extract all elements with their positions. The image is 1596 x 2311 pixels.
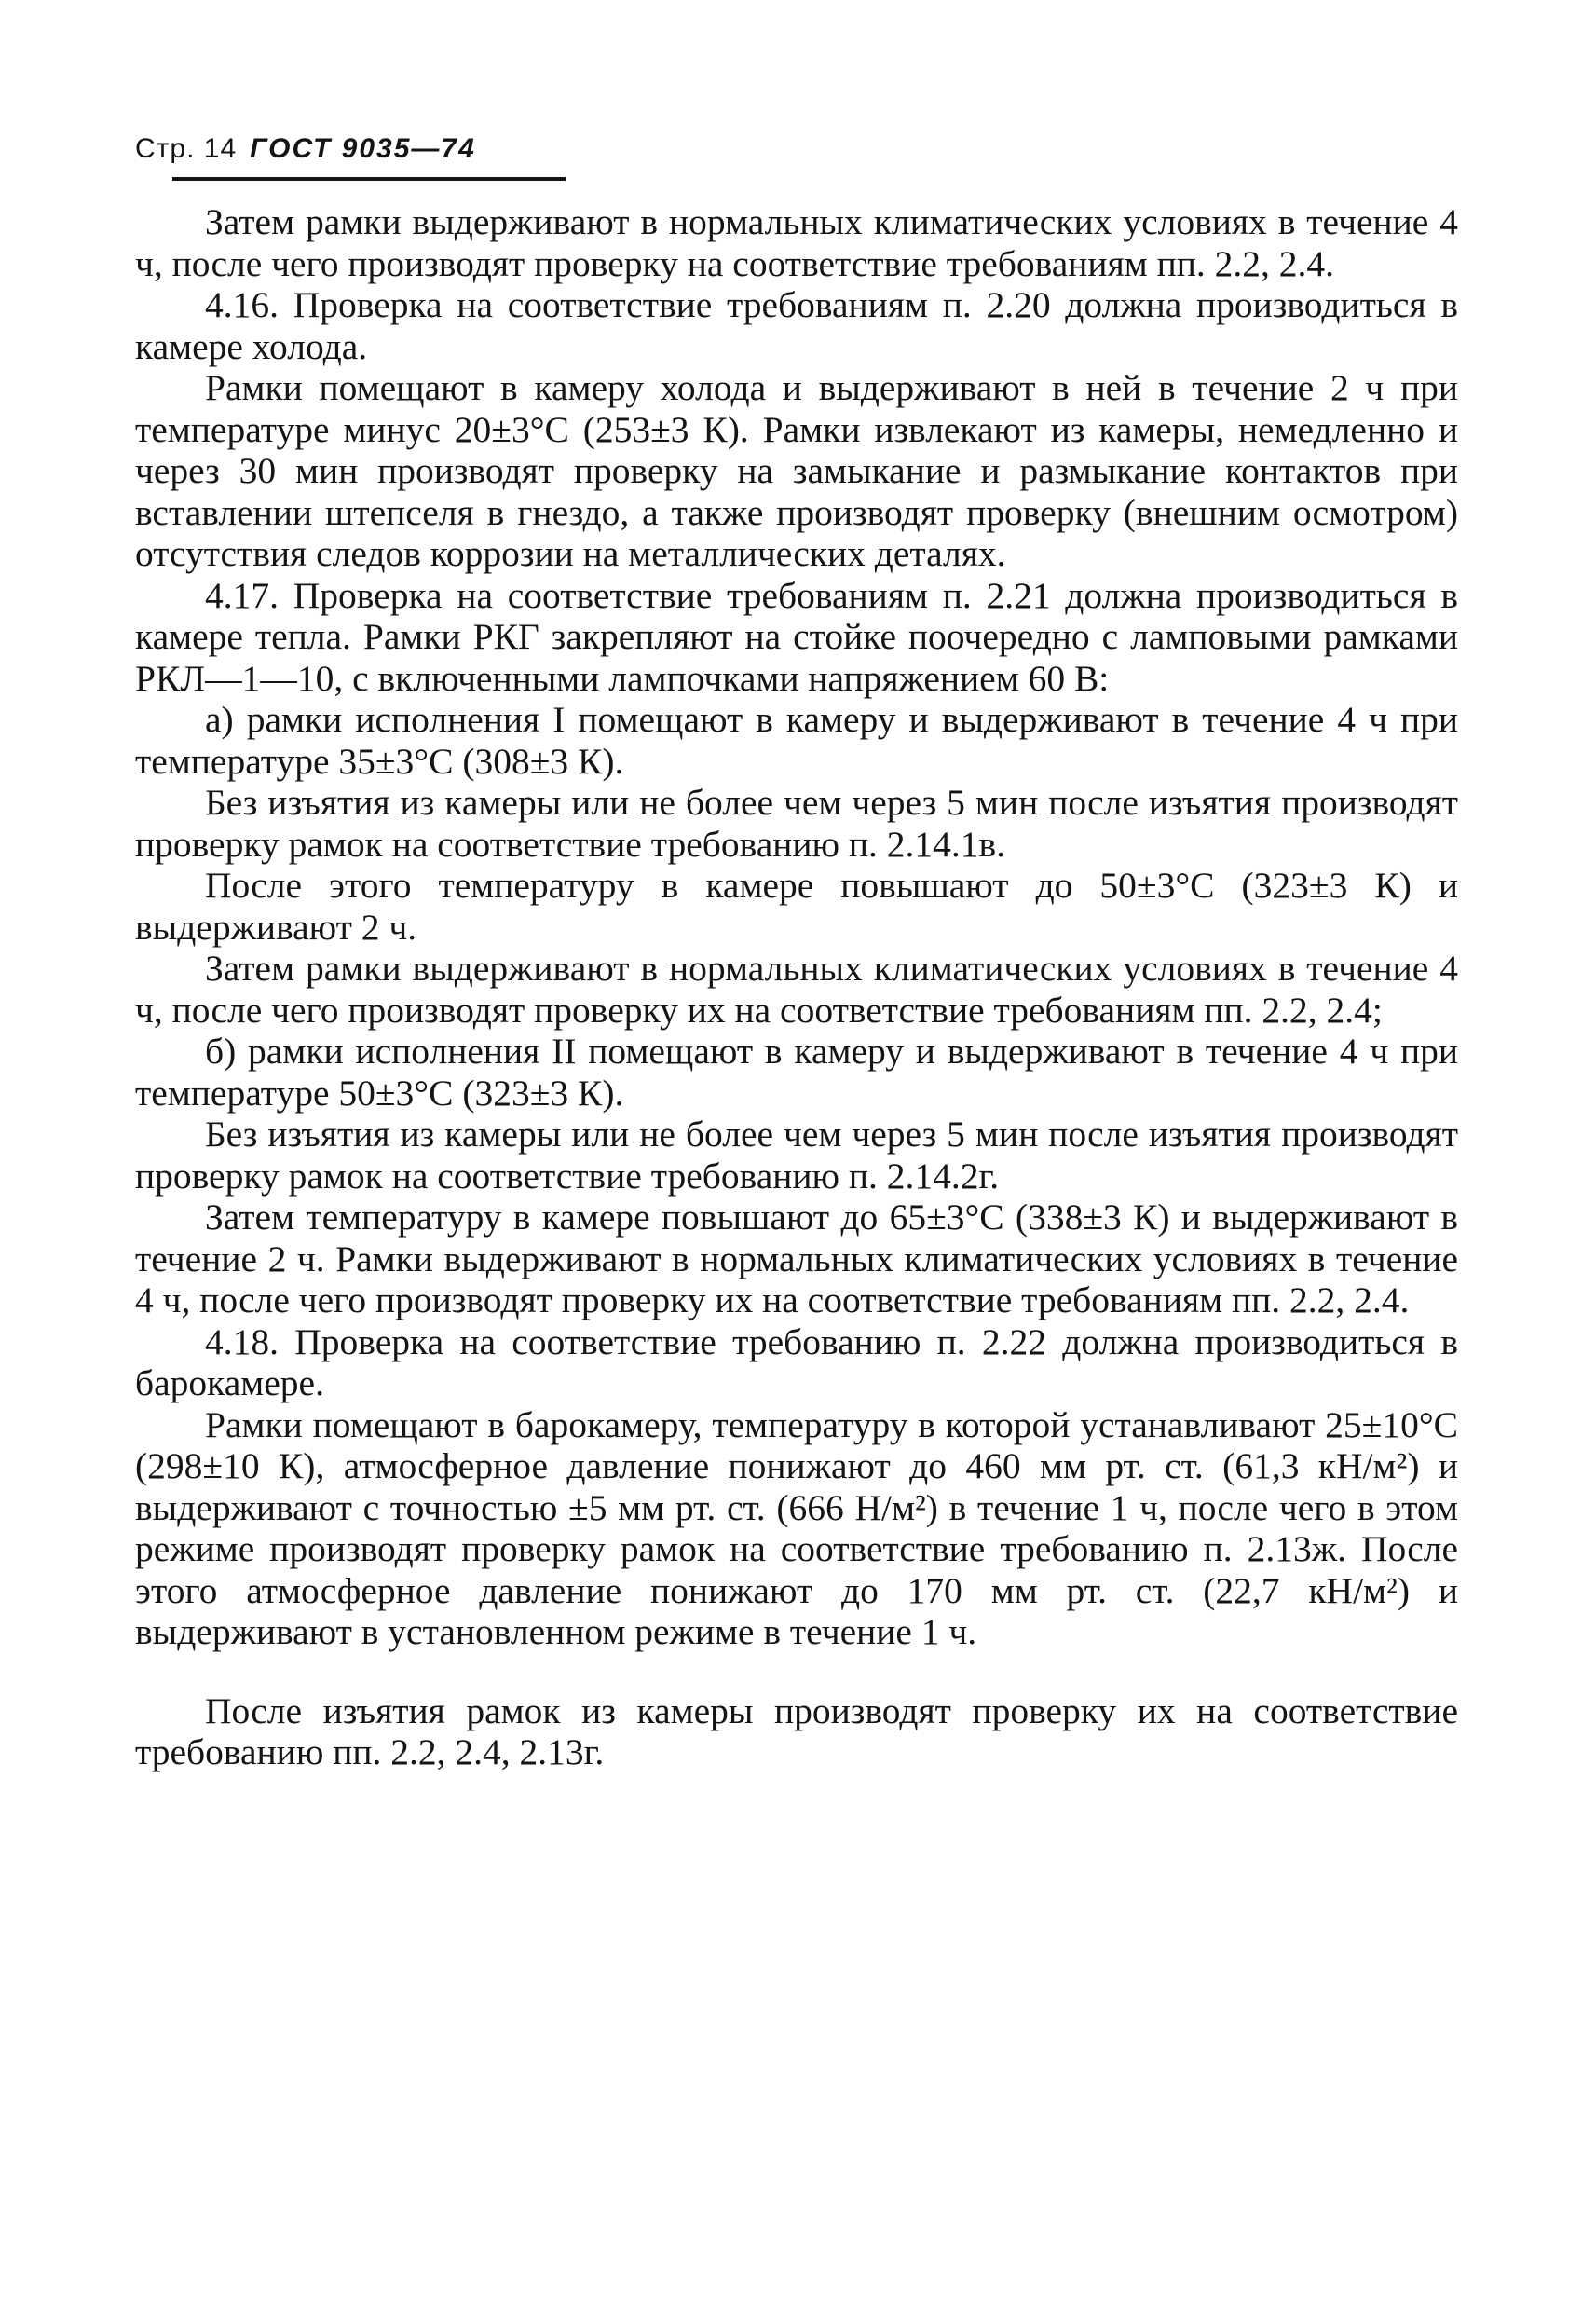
- paragraph-10: Без изъятия из камеры или не более чем через 5 мин после изъятия производят проверку рамок на соответствие требованию п. 2.14.2г.: [135, 1114, 1458, 1197]
- paragraph-1: Затем рамки выдерживают в нормальных климатических условиях в течение 4 ч, после чего производят проверку на соответствие требованиям пп. 2.2, 2.4.: [135, 201, 1458, 284]
- paragraph-4: 4.17. Проверка на соответствие требованиям п. 2.21 должна производиться в камере тепла. Рамки РКГ закрепляют на стойке поочередно с ламповыми рамками РКЛ—1—10, с включенными лампочками напряжением 60 В:: [135, 574, 1458, 699]
- document-page: [135, 130, 1458, 1773]
- paragraph-9: б) рамки исполнения II помещают в камеру и выдерживают в течение 4 ч при температуре 50±3°С (323±3 К).: [135, 1031, 1458, 1114]
- paragraph-2: 4.16. Проверка на соответствие требованиям п. 2.20 должна производиться в камере холода.: [135, 284, 1458, 367]
- paragraph-11: Затем температуру в камере повышают до 65±3°С (338±3 К) и выдерживают в течение 2 ч. Рамки выдерживают в нормальных климатических условиях в течение 4 ч, после чего производят проверку их на соответствие требованиям пп. 2.2, 2.4.: [135, 1197, 1458, 1320]
- paragraph-12: 4.18. Проверка на соответствие требованию п. 2.22 должна производиться в барокамере.: [135, 1320, 1458, 1403]
- paragraph-8: Затем рамки выдерживают в нормальных климатических условиях в течение 4 ч, после чего производят проверку их на соответствие требованиям пп. 2.2, 2.4;: [135, 948, 1458, 1031]
- paragraph-3: Рамки помещают в камеру холода и выдерживают в ней в течение 2 ч при температуре минус 20±3°С (253±3 К). Рамки извлекают из камеры, немедленно и через 30 мин производят проверку на замыкание и размыкание контактов при вставлении штепселя в гнездо, а также производят проверку (внешним осмотром) отсутствия следов коррозии на металлических деталях.: [135, 367, 1458, 574]
- header-rule: [172, 177, 566, 181]
- page-number: Стр. 14: [135, 133, 238, 164]
- document-body: [135, 201, 1458, 1773]
- standard-number: ГОСТ 9035—74: [250, 133, 476, 164]
- paragraph-7: После этого температуру в камере повышают до 50±3°С (323±3 К) и выдерживают 2 ч.: [135, 865, 1458, 948]
- paragraph-14: После изъятия рамок из камеры производят проверку их на соответствие требованию пп. 2.2, 2.4, 2.13г.: [135, 1689, 1458, 1772]
- paragraph-6: Без изъятия из камеры или не более чем через 5 мин после изъятия производят проверку рамок на соответствие требованию п. 2.14.1в.: [135, 782, 1458, 865]
- running-header: [135, 130, 1458, 177]
- paragraph-13: Рамки помещают в барокамеру, температуру в которой устанавливают 25±10°С (298±10 К), атмосферное давление понижают до 460 мм рт. ст. (61,3 кН/м²) и выдерживают с точностью ±5 мм рт. ст. (666 Н/м²) в течение 1 ч, после чего в этом режиме производят проверку рамок на соответствие требованию п. 2.13ж. После этого атмосферное давление понижают до 170 мм рт. ст. (22,7 кН/м²) и выдерживают в установленном режиме в течение 1 ч.: [135, 1403, 1458, 1652]
- paragraph-5: а) рамки исполнения I помещают в камеру и выдерживают в течение 4 ч при температуре 35±3°С (308±3 К).: [135, 699, 1458, 782]
